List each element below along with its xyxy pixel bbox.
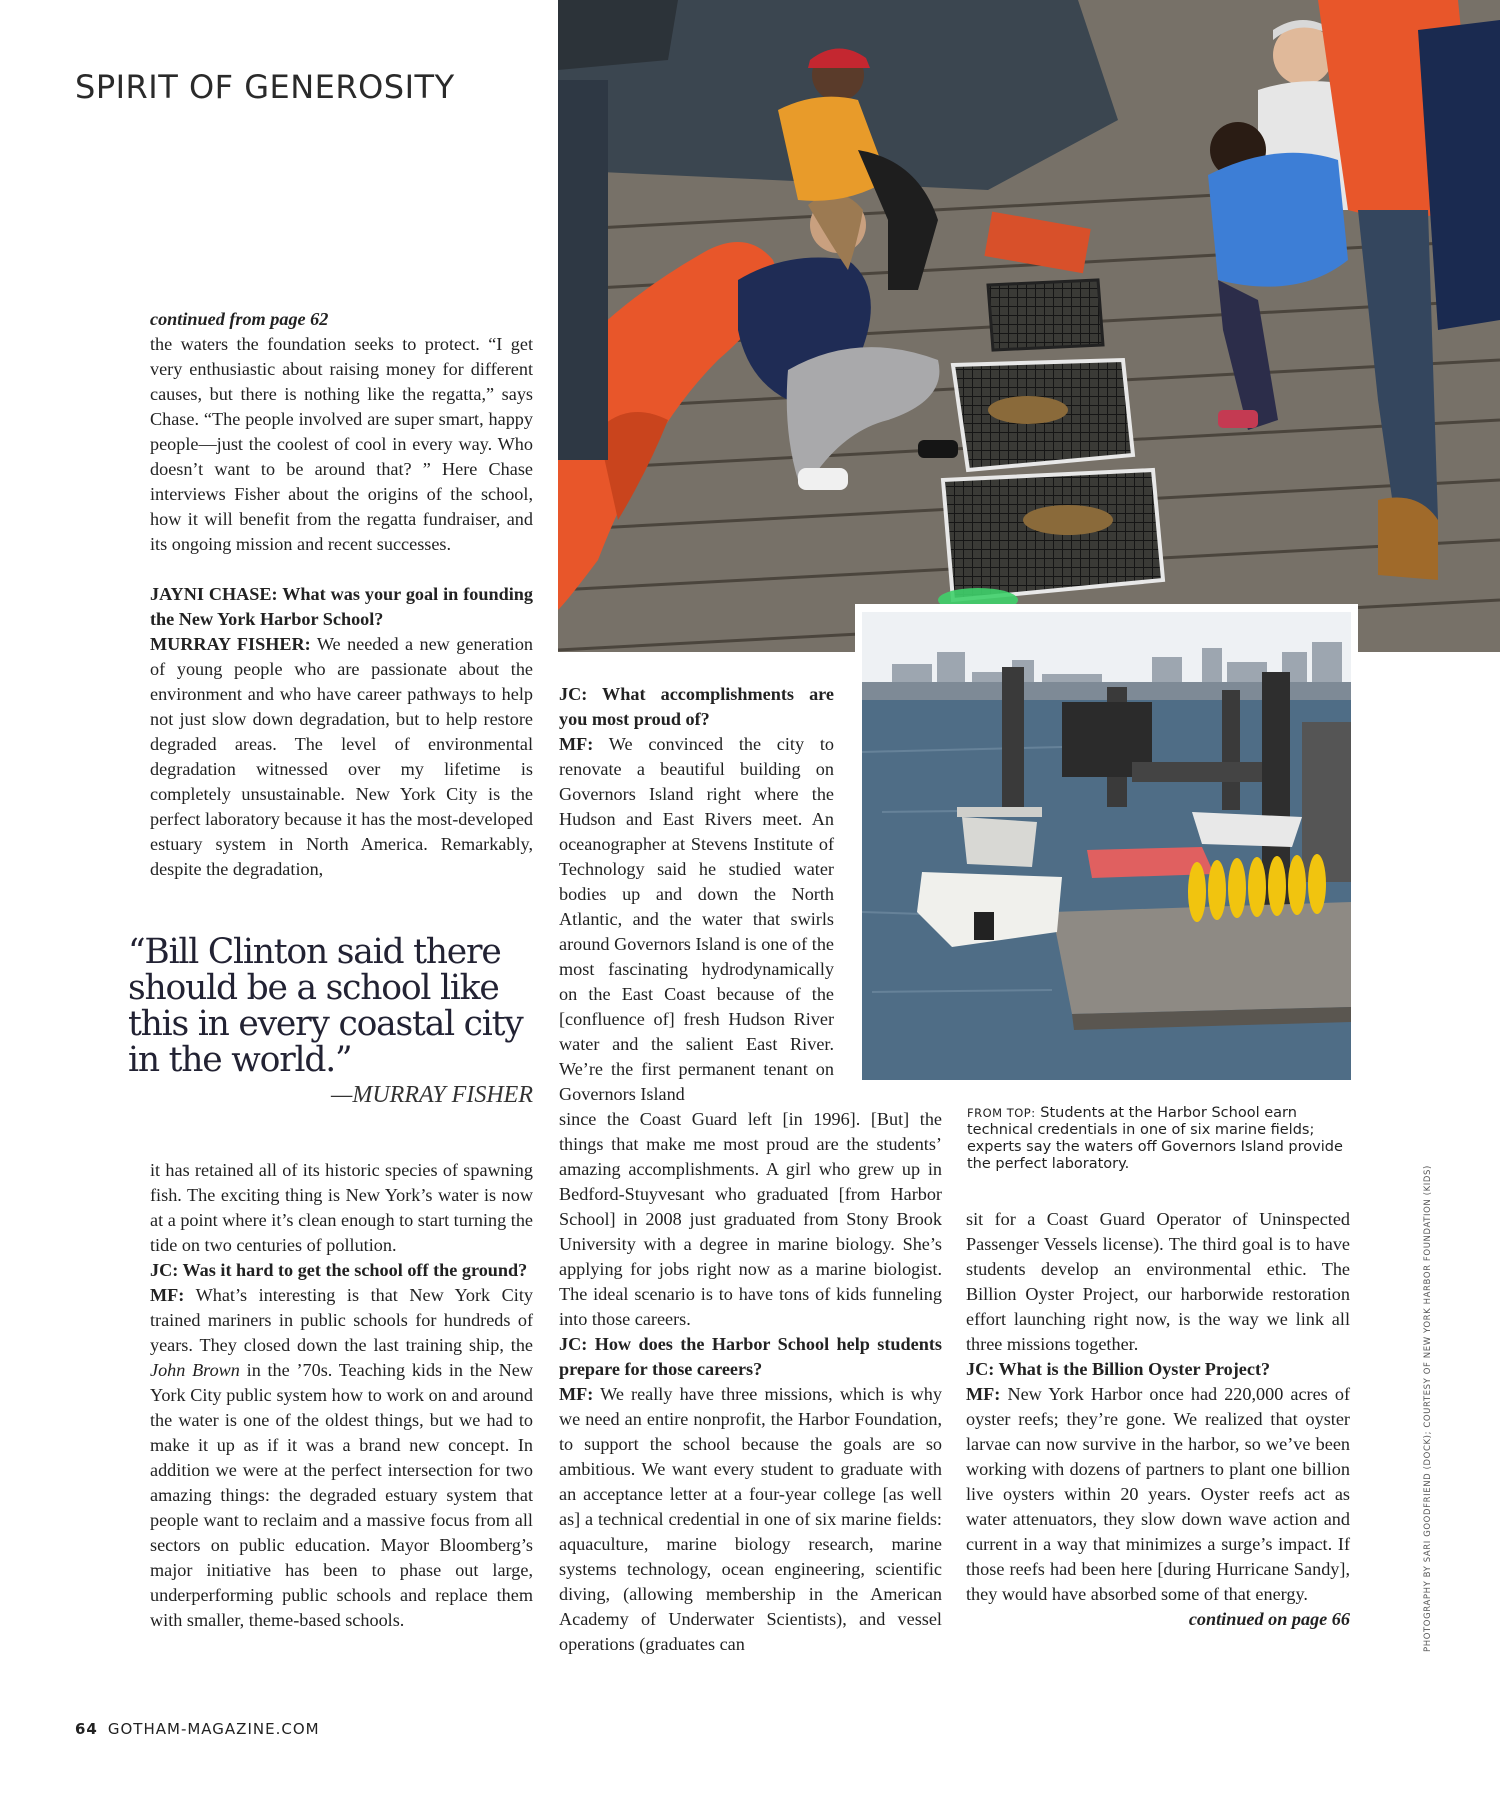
answer-text: in the ’70s. Teaching kids in the New York City public system how to work on and around the water is one of the oldest things, but we had to make it up as if it was a brand new concept. In addition we were at the perfect intersection for two amazing things: the degraded estuary system that people want to reclaim and a massive focus from all sectors on public education. Mayor Bloomberg’s major initiative has been to phase out large, underperforming public schools and replace them with smaller, theme-based schools. [150, 1360, 534, 1630]
answer-text: What’s interesting is that New York City trained mariners in public schools for hundreds of years. They closed down the last training ship, the [150, 1285, 534, 1355]
question-careers: JC: How does the Harbor School help students prepare for those careers? [559, 1334, 942, 1379]
speaker-label: MF: [559, 1384, 594, 1404]
harbor-dock-photo [862, 612, 1351, 1080]
students-dock-photo [558, 0, 1500, 652]
caption-text: Students at the Harbor School earn technical credentials in one of six marine fields; experts say the waters off Governors Island provide the perfect laboratory. [967, 1105, 1343, 1172]
answer-careers-continued: sit for a Coast Guard Operator of Uninspected Passenger Vessels license). The third goal is to have students develop an environmental ethic. The Billion Oyster Project, our harborwide restoration effort launching right now, is the way we link all three missions together. [966, 1209, 1350, 1354]
answer-founding-continued: it has retained all of its historic species of spawning fish. The exciting thing is New York’s water is now at a point where it’s clean enough to start turning the tide on two centuries of pollution. [150, 1160, 533, 1255]
answer-text: We needed a new generation of young people who are passionate about the environment and who have career pathways to help not just slow down degradation, but to help restore degraded areas. The level of environmental degradation witnessed over my lifetime is completely unsustainable. New York City is the perfect laboratory because it has the most-developed estuary system in North America. Remarkably, despite the degradation, [150, 634, 534, 879]
section-title: SPIRIT OF GENEROSITY [75, 68, 455, 106]
question-founding: JAYNI CHASE: What was your goal in founding the New York Harbor School? [150, 584, 533, 629]
answer-text: We really have three missions, which is why we need an entire nonprofit, the Harbor Foundation, to support the school because the goals are so ambitious. We want every student to graduate with an acceptance letter at a four-year college [as well as] a technical credential in one of six marine fields: aquaculture, marine biology research, marine systems technology, ocean engineering, scientific diving, (allowing membership in the American Academy of Underwater Scientists), and vessel operations (graduates can [559, 1384, 942, 1654]
speaker-label: MF: [559, 734, 594, 754]
photo-credit-text: PHOTOGRAPHY BY SARI GOODFRIEND (DOCK); COURTESY OF NEW YORK HARBOR FOUNDATION (KIDS) [1423, 1165, 1433, 1652]
students-dock-illustration [558, 0, 1500, 652]
column-1-continued [150, 1158, 533, 1633]
answer-getting-started [150, 1283, 533, 1633]
column-1 [150, 307, 533, 882]
caption-label: FROM TOP: [967, 1106, 1036, 1120]
intro-paragraph: the waters the foundation seeks to protect. “I get very enthusiastic about raising money for different causes, but there is nothing like the regatta,” says Chase. “The people involved are super smart, happy people—just the coolest of cool in every way. Who doesn’t want to be around that? ” Here Chase interviews Fisher about the origins of the school, how it will benefit from the regatta fundraiser, and its ongoing mission and recent successes. [150, 334, 533, 554]
ship-name: John Brown [150, 1360, 240, 1380]
pull-quote: “Bill Clinton said there should be a school like this in every coastal city in the world.” [128, 932, 523, 1080]
continued-from-note: continued from page 62 [150, 309, 329, 329]
speaker-label: MF: [150, 1285, 185, 1305]
question-getting-started: JC: Was it hard to get the school off the ground? [150, 1260, 528, 1280]
column-3 [966, 1207, 1350, 1632]
column-2 [559, 682, 834, 1107]
speaker-label: MURRAY FISHER: [150, 634, 311, 654]
answer-billion-oyster [966, 1382, 1350, 1607]
question-billion-oyster: JC: What is the Billion Oyster Project? [966, 1359, 1271, 1379]
speaker-label: MF: [966, 1384, 1001, 1404]
answer-text: We convinced the city to renovate a beautiful building on Governors Island right where the Hudson and East Rivers meet. An oceanographer at Stevens Institute of Technology said he studied water bodies up and down the North Atlantic, and the water that swirls around Governors Island is one of the most fascinating hydrodynamically on the East Coast because of the [confluence of] fresh Hudson River water and the salient East River. We’re the first permanent tenant on Governors Island [559, 734, 834, 1104]
photo-caption [967, 1105, 1367, 1173]
answer-accomplishments [559, 732, 834, 1107]
website: GOTHAM-MAGAZINE.COM [107, 1720, 320, 1738]
answer-founding [150, 632, 533, 882]
continued-on-note: continued on page 66 [1188, 1609, 1350, 1629]
answer-careers [559, 1382, 942, 1657]
page-number: 64 [75, 1720, 98, 1738]
page-footer [75, 1720, 320, 1738]
answer-text: New York Harbor once had 220,000 acres of oyster reefs; they’re gone. We realized that oyster larvae can now survive in the harbor, so we’ve been working with dozens of partners to plant one billion live oysters within 20 years. Oyster reefs act as water attenuators, they slow down wave action and current in a way that minimizes a surge’s impact. If those reefs had been here [during Hurricane Sandy], they would have absorbed some of that energy. [966, 1384, 1351, 1604]
harbor-dock-illustration [862, 612, 1351, 1080]
column-2-continued [559, 1107, 942, 1657]
photo-credit [1423, 1152, 1441, 1652]
answer-accomplishments-continued: since the Coast Guard left [in 1996]. [But] the things that make me most proud are the students’ amazing accomplishments. A girl who grew up in Bedford-Stuyvesant who graduated [from Harbor School] in 2008 just graduated from Stony Brook University with a degree in marine biology. She’s applying for jobs right now as a marine biologist. The ideal scenario is to have tons of kids funneling into those careers. [559, 1109, 942, 1329]
question-accomplishments: JC: What accomplishments are you most proud of? [559, 684, 834, 729]
pull-quote-attribution: —MURRAY FISHER [331, 1082, 533, 1108]
